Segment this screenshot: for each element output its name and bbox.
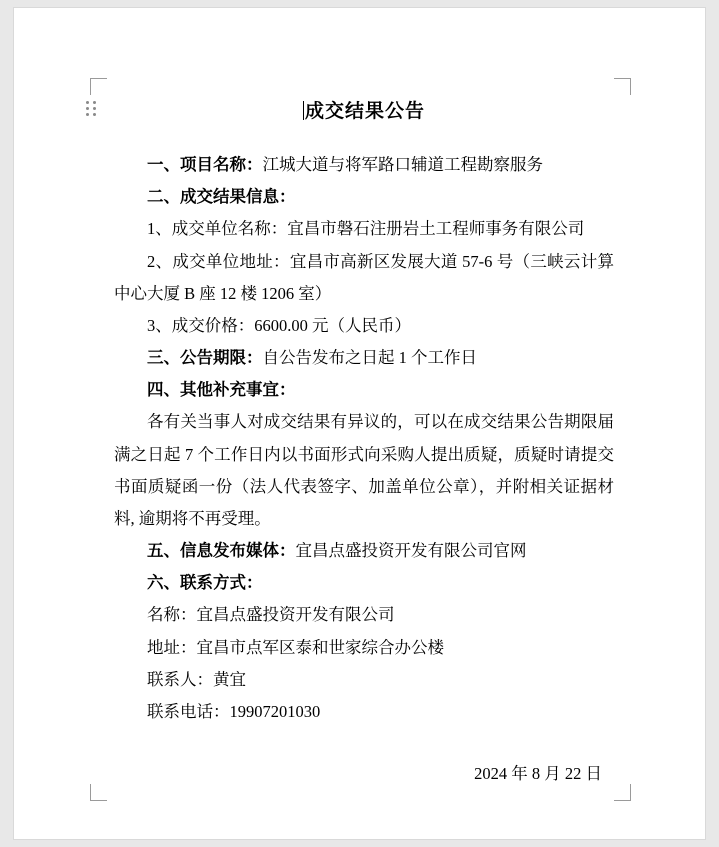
contact-phone: 联系电话：19907201030 — [147, 701, 321, 721]
section-heading-4 — [114, 374, 614, 406]
section-2-item-1: 1、成交单位名称：宜昌市磐石注册岩土工程师事务有限公司 — [147, 219, 585, 239]
section-heading-5-label: 五、信息发布媒体： — [147, 541, 296, 561]
section-heading-3-label: 三、公告期限： — [147, 348, 263, 368]
contact-name: 名称：宜昌点盛投资开发有限公司 — [147, 605, 395, 625]
page-title-text: 成交结果公告 — [304, 101, 425, 122]
document-content — [114, 82, 614, 807]
section-heading-2 — [114, 181, 614, 213]
crop-mark-bottom-left — [90, 784, 107, 801]
section-heading-5-value: 宜昌点盛投资开发有限公司官网 — [295, 541, 527, 561]
document-page — [14, 8, 705, 839]
section-heading-3 — [114, 342, 614, 374]
paragraph-drag-handle-icon[interactable] — [86, 101, 96, 119]
contact-address: 地址：宜昌市点军区泰和世家综合办公楼 — [147, 637, 444, 657]
document-body — [114, 149, 614, 790]
section-heading-1-value: 江城大道与将军路口辅道工程勘察服务 — [262, 155, 543, 174]
contact-person: 联系人：黄宜 — [147, 669, 246, 689]
crop-mark-bottom-right — [614, 784, 631, 801]
section-heading-6-label: 六、联系方式： — [147, 573, 263, 593]
crop-mark-top-right — [614, 78, 631, 95]
page-title — [114, 96, 614, 123]
section-heading-1 — [114, 149, 614, 181]
section-heading-5 — [114, 535, 614, 567]
document-date: 2024 年 8 月 22 日 — [474, 764, 602, 784]
crop-mark-top-left — [90, 78, 107, 95]
section-heading-6 — [114, 567, 614, 599]
section-heading-1-label: 一、项目名称： — [147, 155, 263, 174]
section-heading-4-label: 四、其他补充事宜： — [147, 380, 296, 400]
section-heading-3-value: 自公告发布之日起 1 个工作日 — [262, 348, 477, 368]
section-heading-2-label: 二、成交结果信息： — [147, 187, 296, 207]
section-2-item-2: 2、成交单位地址：宜昌市高新区发展大道 57-6 号（三峡云计算中心大厦 B 座 12 楼 1206 室） — [114, 251, 614, 303]
text-cursor — [303, 101, 304, 120]
section-2-item-3: 3、成交价格：6600.00 元（人民币） — [147, 315, 411, 335]
section-4-paragraph: 各有关当事人对成交结果有异议的，可以在成交结果公告期限届满之日起 7 个工作日内以书面形式向采购人提出质疑，质疑时请提交书面质疑函一份（法人代表签字、加盖单位公章），并附相关证据材料, 逾期将不再受理。 — [114, 412, 614, 528]
